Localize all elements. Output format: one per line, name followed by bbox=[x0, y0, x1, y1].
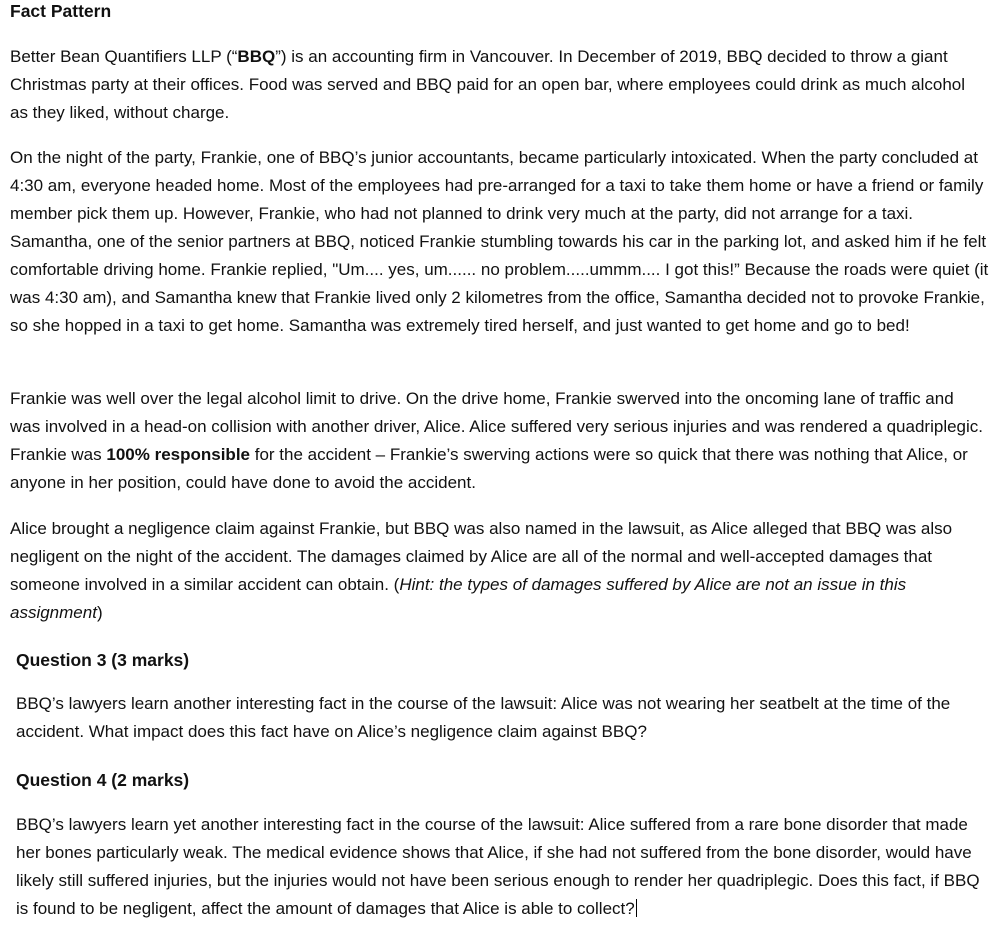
paragraph-4-text-a: Alice brought a negligence claim against Frankie, but BBQ was also named in the lawsuit, as Alice alleged that BBQ was also negligent on the night of the accident. The damages claimed by Alice are all of the normal and well-accepted damages that someone involved in a similar accident can obtain. ( bbox=[10, 519, 953, 594]
paragraph-1 bbox=[10, 43, 985, 127]
paragraph-3-bold: 100% responsible bbox=[106, 445, 250, 464]
paragraph-1-text-a: Better Bean Quantifiers LLP (“ bbox=[10, 47, 238, 66]
paragraph-3 bbox=[10, 385, 988, 497]
paragraph-4-italic: Hint: the types of damages suffered by Alice are not an issue in this assignment bbox=[10, 575, 907, 622]
paragraph-2: On the night of the party, Frankie, one of BBQ’s junior accountants, became particularly intoxicated. When the party concluded at 4:30 am, everyone headed home. Most of the employees had pre-arranged for a taxi to take them home or have a friend or family member pick them up. However, Frankie, who had not planned to drink very much at the party, did not arrange for a taxi. Samantha, one of the senior partners at BBQ, noticed Frankie stumbling towards his car in the parking lot, and asked him if he felt comfortable driving home. Frankie replied, "Um.... yes, um...... no problem.....ummm.... I got this!” Because the roads were quiet (it was 4:30 am), and Samantha knew that Frankie lived only 2 kilometres from the office, Samantha decided not to provoke Frankie, so she hopped in a taxi to get home. Samantha was extremely tired herself, and just wanted to get home and go to bed! bbox=[10, 148, 989, 335]
paragraph-1-text-b: ”) is an accounting firm in Vancouver. In December of 2019, BBQ decided to throw a giant Christmas party at their offices. Food was served and BBQ paid for an open bar, where employees could drink as much alcohol as they liked, without charge. bbox=[10, 47, 966, 122]
paragraph-3-text-a: Frankie was well over the legal alcohol limit to drive. On the drive home, Frankie swerved into the oncoming lane of traffic and was involved in a head-on collision with another driver, Alice. Alice suffered very serious injuries and was rendered a quadriplegic. Frankie was bbox=[10, 389, 984, 464]
question-3-text: BBQ’s lawyers learn another interesting fact in the course of the lawsuit: Alice was not wearing her seatbelt at the time of the accident. What impact does this fact have on Alice’s negligence claim against BBQ? bbox=[16, 694, 951, 741]
paragraph-4 bbox=[10, 515, 990, 627]
paragraph-1-bold: BBQ bbox=[237, 47, 276, 66]
question-4-paragraph[interactable] bbox=[16, 811, 991, 923]
fact-pattern-heading: Fact Pattern bbox=[10, 1, 112, 21]
paragraph-4-text-b: ) bbox=[96, 603, 103, 622]
text-cursor bbox=[636, 899, 637, 917]
question-4-heading: Question 4 (2 marks) bbox=[16, 770, 190, 790]
paragraph-3-text-b: for the accident – Frankie’s swerving actions were so quick that there was nothing that Alice, or anyone in her position, could have done to avoid the accident. bbox=[10, 445, 968, 492]
question-4-text: BBQ’s lawyers learn yet another interesting fact in the course of the lawsuit: Alice suffered from a rare bone disorder that made her bones particularly weak. The medical evidence shows that Alice, if she had not suffered from the bone disorder, would have likely still suffered injuries, but the injuries would not have been serious enough to render her quadriplegic. Does this fact, if BBQ is found to be negligent, affect the amount of damages that Alice is able to collect? bbox=[16, 815, 980, 918]
question-3-heading: Question 3 (3 marks) bbox=[16, 650, 190, 670]
